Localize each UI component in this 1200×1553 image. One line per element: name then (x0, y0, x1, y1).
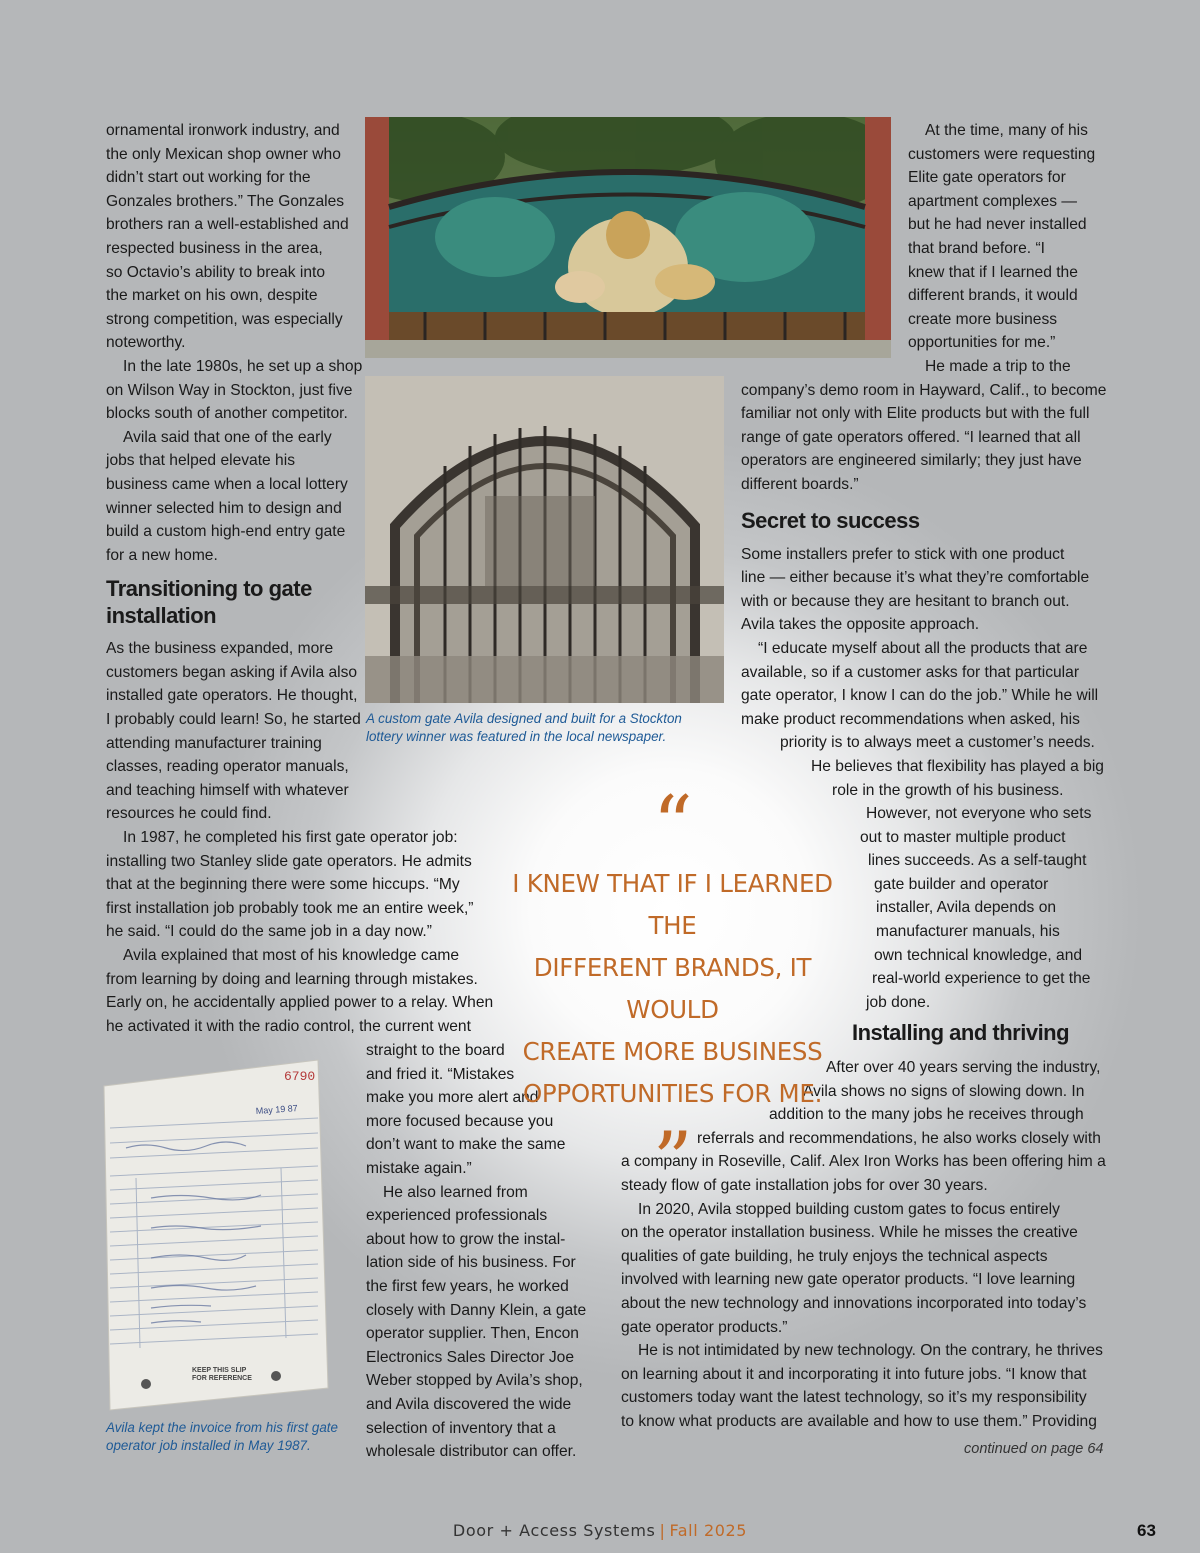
open-quote-icon: “ (652, 780, 693, 870)
page-footer (0, 1521, 1200, 1540)
text-line: more focused because you (366, 1112, 554, 1130)
text-line: classes, reading operator manuals, (106, 758, 349, 776)
text-line: company’s demo room in Hayward, Calif., to become (741, 381, 1107, 399)
text-line: apartment complexes — (908, 192, 1078, 210)
text-line: closely with Danny Klein, a gate (366, 1301, 587, 1319)
text-line: experienced professionals (366, 1207, 548, 1225)
invoice-slip-note-2: FOR REFERENCE (192, 1375, 252, 1382)
text-line: the market on his own, despite (106, 287, 318, 305)
paragraph (106, 826, 486, 944)
article-column-3-top (908, 119, 1098, 355)
text-line: Elite gate operators for (908, 169, 1066, 187)
text-line: lation side of his business. For (366, 1254, 576, 1272)
text-line: attending manufacturer training (106, 734, 322, 752)
section-heading-transitioning (106, 575, 486, 629)
text-line: and fried it. “Mistakes (366, 1065, 515, 1083)
text-line: and Avila discovered the wide (366, 1395, 572, 1413)
text-line: respected business in the area, (106, 239, 323, 257)
text-line: different brands, it would (908, 287, 1078, 305)
text-line: Avila said that one of the early (123, 428, 332, 446)
pull-quote-line: I KNEW THAT IF I LEARNED THE (512, 869, 833, 940)
pull-quote-line: OPPORTUNITIES FOR ME. (522, 1079, 823, 1108)
text-line: own technical knowledge, and (874, 946, 1083, 964)
text-line: He is not intimidated by new technology. On the contrary, he thrives (638, 1342, 1103, 1360)
text-line: operators are engineered similarly; they just have (741, 452, 1082, 470)
text-line: available, so if a customer asks for that particular (741, 663, 1080, 681)
text-line: resources he could find. (106, 805, 272, 823)
text-line: Avila shows no signs of slowing down. In (803, 1082, 1085, 1100)
text-line: jobs that helped elevate his (106, 452, 295, 470)
text-line: mistake again.” (366, 1159, 472, 1177)
paragraph (106, 637, 486, 826)
text-line: I probably could learn! So, he started (106, 711, 361, 729)
text-line: he said. “I could do the same job in a day now.” (106, 923, 432, 941)
text-line: with or because they are hesitant to branch out. (741, 592, 1070, 610)
text-line: create more business (908, 310, 1058, 328)
text-line: Avila explained that most of his knowledge came (123, 947, 460, 964)
text-line: different boards.” (741, 475, 859, 493)
paragraph (106, 119, 486, 355)
text-line: blocks south of another competitor. (106, 405, 348, 423)
text-line: In 1987, he completed his first gate operator job: (123, 829, 458, 847)
text-line: ornamental ironwork industry, and (106, 122, 340, 139)
text-line: gate builder and operator (874, 875, 1049, 893)
publication-name: Door + Access Systems (452, 1521, 656, 1540)
text-line: He believes that flexibility has played a big (811, 757, 1104, 775)
text-line: However, not everyone who sets (866, 805, 1092, 823)
text-line: “I educate myself about all the products that are (758, 639, 1088, 657)
pull-quote-line: DIFFERENT BRANDS, IT WOULD (533, 953, 812, 1024)
text-line: first installation job probably took me an entire week,” (106, 899, 474, 917)
text-line: steady flow of gate installation jobs for over 30 years. (621, 1176, 988, 1194)
text-line: He made a trip to the (925, 358, 1071, 375)
paragraph (741, 355, 1107, 497)
text-line: referrals and recommendations, he also works closely with (697, 1129, 1101, 1147)
text-line: on Wilson Way in Stockton, just five (106, 381, 353, 399)
text-line: that at the beginning there were some hiccups. “My (106, 876, 460, 894)
caption-line: A custom gate Avila designed and built for a Stockton (366, 711, 682, 726)
text-line: business came when a local lottery (106, 475, 348, 493)
text-line: build a custom high-end entry gate (106, 523, 346, 541)
text-line: line — either because it’s what they’re comfortable (741, 569, 1090, 587)
text-line: Some installers prefer to stick with one product (741, 545, 1065, 563)
caption-line: Avila kept the invoice from his first gate (106, 1420, 338, 1435)
paragraph (106, 355, 486, 426)
text-line: In 2020, Avila stopped building custom gates to focus entirely (638, 1200, 1060, 1218)
paragraph (366, 1181, 586, 1464)
text-line: installer, Avila depends on (876, 899, 1057, 917)
text-line: about how to grow the instal- (366, 1230, 566, 1248)
text-line: lines succeeds. As a self-taught (868, 852, 1087, 870)
text-line: selection of inventory that a (366, 1419, 556, 1437)
text-line: so Octavio’s ability to break into (106, 263, 325, 281)
text-line: role in the growth of his business. (832, 781, 1064, 799)
text-line: out to master multiple product (860, 828, 1066, 846)
text-line: customers began asking if Avila also (106, 663, 358, 681)
text-line: but he had never installed (908, 216, 1087, 234)
page-number: 63 (1137, 1521, 1156, 1540)
text-line: on the operator installation business. While he misses the creative (621, 1224, 1078, 1242)
text-line: After over 40 years serving the industry, (826, 1059, 1101, 1076)
text-line: to know what products are available and how to use them.” Providing (621, 1412, 1097, 1430)
text-line: familiar not only with Elite products but with the full (741, 405, 1090, 423)
text-line: strong competition, was especially (106, 310, 343, 328)
heading-line: Transitioning to gate (106, 576, 312, 602)
text-line: qualities of gate building, he truly enjoys the technical aspects (621, 1247, 1048, 1265)
text-line: don’t want to make the same (366, 1136, 566, 1154)
continued-note: continued on page 64 (964, 1441, 1104, 1457)
invoice-number: 6790 (284, 1069, 316, 1084)
text-line: installing two Stanley slide gate operators. He admits (106, 852, 472, 870)
text-line: As the business expanded, more (106, 640, 334, 658)
paragraph (621, 1198, 1101, 1340)
paragraph (621, 1339, 1101, 1433)
text-line: for a new home. (106, 546, 218, 564)
text-line: customers were requesting (908, 145, 1096, 163)
text-line: and teaching himself with whatever (106, 781, 349, 799)
text-line: winner selected him to design and (106, 499, 342, 517)
caption-line: lottery winner was featured in the local newspaper. (366, 729, 667, 744)
text-line: he activated it with the radio control, the current went (106, 1017, 471, 1035)
text-line: knew that if I learned the (908, 263, 1078, 281)
text-line: about the new technology and innovations incorporated into today’s (621, 1294, 1087, 1312)
invoice-slip-note-1: KEEP THIS SLIP (192, 1367, 247, 1374)
paragraph (908, 119, 1098, 355)
text-line: opportunities for me.” (908, 334, 1056, 352)
section-heading-installing: Installing and thriving (852, 1020, 1070, 1045)
text-line: from learning by doing and learning through mistakes. (106, 970, 478, 988)
text-line: make you more alert and (366, 1089, 539, 1107)
invoice-date: May 19 87 (255, 1103, 299, 1116)
footer-separator: | (659, 1521, 666, 1540)
text-line: addition to the many jobs he receives through (769, 1106, 1084, 1124)
text-line: brothers ran a well-established and (106, 216, 349, 234)
text-line: on learning about it and incorporating it into future jobs. “I know that (621, 1365, 1087, 1383)
close-quote-icon: ” (652, 1116, 693, 1206)
text-line: manufacturer manuals, his (876, 923, 1060, 941)
section-heading-secret: Secret to success (741, 507, 920, 533)
text-line: range of gate operators offered. “I learned that all (741, 428, 1081, 446)
text-line: gate operator, I know I can do the job.” While he will (741, 687, 1099, 705)
text-line: At the time, many of his (925, 122, 1088, 139)
text-line: straight to the board (366, 1042, 505, 1059)
text-line: a company in Roseville, Calif. Alex Iron Works has been offering him a (621, 1153, 1106, 1171)
text-line: gate operator products.” (621, 1318, 788, 1336)
text-line: operator supplier. Then, Encon (366, 1325, 579, 1343)
text-line: customers today want the latest technology, so it’s my responsibility (621, 1389, 1087, 1407)
issue-season: Fall 2025 (669, 1521, 748, 1540)
text-line: the first few years, he worked (366, 1277, 569, 1295)
text-line: In the late 1980s, he set up a shop (123, 357, 363, 375)
text-line: real-world experience to get the (872, 970, 1091, 988)
text-line: Gonzales brothers.” The Gonzales (106, 192, 345, 210)
caption-line: operator job installed in May 1987. (106, 1438, 311, 1453)
text-line: make product recommendations when asked, his (741, 710, 1080, 728)
paragraph (741, 637, 1101, 755)
text-line: didn’t start out working for the (106, 169, 311, 187)
pull-quote (500, 780, 845, 1206)
text-line: wholesale distributor can offer. (366, 1443, 577, 1461)
text-line: noteworthy. (106, 334, 186, 352)
pull-quote-line: CREATE MORE BUSINESS (522, 1037, 823, 1066)
paragraph (741, 543, 1101, 637)
text-line: Weber stopped by Avila’s shop, (366, 1372, 583, 1390)
text-line: Early on, he accidentally applied power to a relay. When (106, 994, 494, 1012)
invoice-photo-caption (106, 1419, 338, 1455)
text-line: Avila takes the opposite approach. (741, 616, 980, 634)
text-line: Electronics Sales Director Joe (366, 1348, 574, 1366)
text-line: installed gate operators. He thought, (106, 687, 358, 705)
text-line: that brand before. “I (908, 239, 1045, 257)
heading-line: installation (106, 603, 217, 629)
paragraph (106, 944, 494, 1038)
text-line: He also learned from (383, 1183, 528, 1201)
article-column-1 (106, 119, 494, 1038)
text-line: involved with learning new gate operator products. “I love learning (621, 1271, 1076, 1289)
text-line: job done. (866, 993, 931, 1011)
text-line: the only Mexican shop owner who (106, 145, 341, 163)
invoice-photo (96, 1058, 336, 1413)
paragraph (106, 426, 486, 568)
text-line: priority is to always meet a customer’s needs. (780, 734, 1095, 752)
